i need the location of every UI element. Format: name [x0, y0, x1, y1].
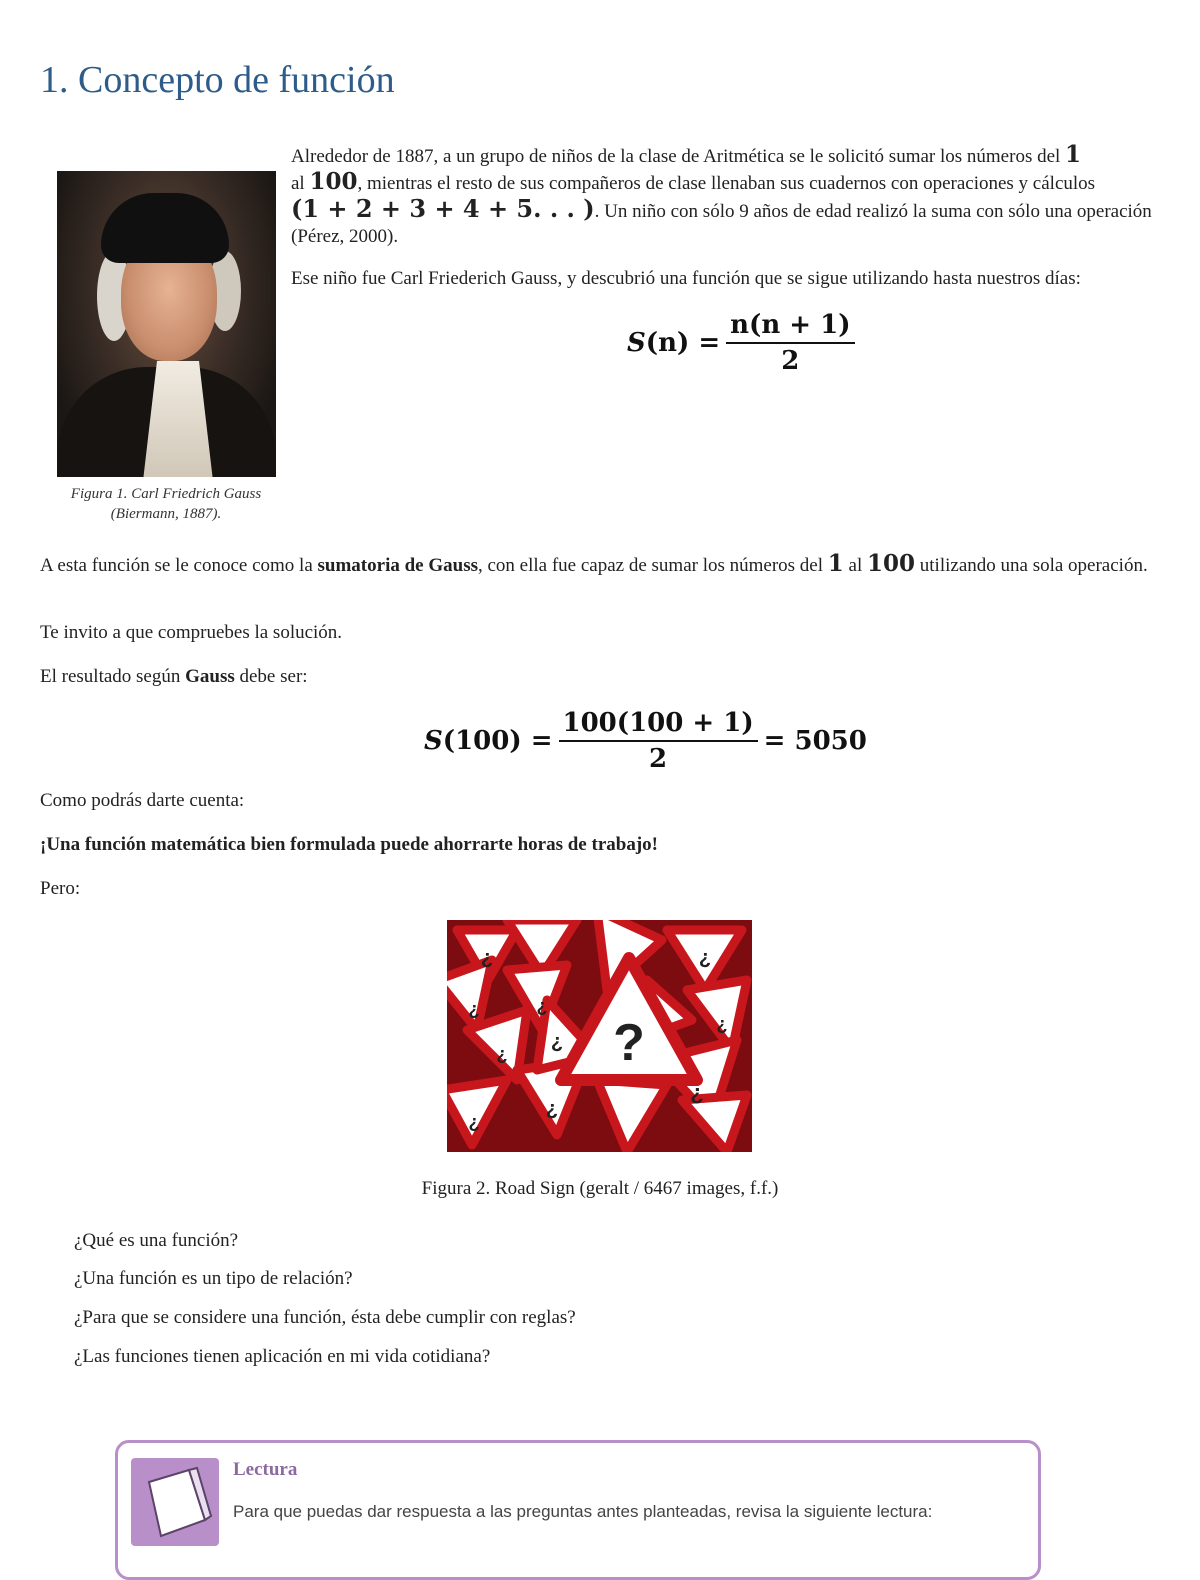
question-3: ¿Para que se considere una función, ésta debe cumplir con reglas? — [74, 1307, 576, 1328]
small-question-glyph: ¿ — [545, 1098, 559, 1120]
formula-2-fraction — [559, 708, 758, 774]
formula-1-denominator: 2 — [781, 346, 800, 376]
question-2: ¿Una función es un tipo de relación? — [74, 1268, 353, 1289]
small-question-glyph: ¿ — [496, 1044, 508, 1064]
formula-2-denominator: 2 — [649, 744, 668, 774]
figure-1-caption-line1: Figura 1. Carl Friedrich Gauss — [70, 486, 262, 502]
p3-text-c: al — [843, 555, 868, 576]
question-mark-glyph: ? — [613, 1014, 645, 1072]
realize-paragraph: Como podrás darte cuenta: — [40, 790, 245, 811]
math-hundred: 100 — [309, 168, 358, 195]
page-title: 1. Concepto de función — [40, 59, 395, 101]
p3-text-a: A esta función se le conoce como la — [40, 555, 318, 576]
p3-text-b: , con ella fue capaz de sumar los números del — [477, 555, 828, 576]
p3-math-one: 1 — [827, 550, 844, 577]
formula-2-result: = 5050 — [763, 726, 867, 756]
small-question-glyph: ¿ — [536, 996, 548, 1016]
intro-text-b: al — [291, 173, 310, 194]
formula-2-numerator: 100(100 + 1) — [559, 708, 758, 742]
road-signs-graphic — [447, 920, 752, 1152]
intro-text-c: , mientras el resto de sus compañeros de clase llenaban sus cuadernos con operaciones y cálculos — [357, 173, 1096, 194]
p3-text-d: utilizando una sola operación. — [915, 555, 1148, 576]
question-1: ¿Qué es una función? — [74, 1230, 239, 1251]
small-question-glyph: ¿ — [468, 999, 480, 1019]
gauss-portrait-image — [57, 171, 276, 477]
invite-paragraph: Te invito a que compruebes la solución. — [40, 622, 343, 643]
figure-2-caption: Figura 2. Road Sign (geralt / 6467 images, f.f.) — [421, 1178, 779, 1199]
result-paragraph — [40, 664, 308, 689]
sumatoria-paragraph — [40, 551, 1160, 578]
p5-text-a: El resultado según — [40, 666, 186, 687]
formula-1-s: S — [627, 328, 646, 358]
small-question-glyph: ¿ — [690, 1080, 704, 1105]
gauss-formula — [627, 310, 861, 376]
math-series: (1 + 2 + 3 + 4 + 5. . . ) — [291, 194, 595, 223]
small-question-glyph: ¿ — [480, 947, 494, 969]
p5-bold: Gauss — [185, 666, 235, 687]
small-question-glyph: ¿ — [468, 1112, 480, 1132]
reading-document-icon — [131, 1458, 219, 1546]
lectura-title: Lectura — [233, 1459, 298, 1480]
gauss-paragraph: Ese niño fue Carl Friederich Gauss, y descubrió una función que se sigue utilizando hasta nuestros días: — [291, 268, 1081, 289]
math-one: 1 — [1065, 141, 1082, 168]
figure-1-caption — [50, 484, 282, 524]
question-4: ¿Las funciones tienen aplicación en mi vida cotidiana? — [74, 1346, 491, 1367]
small-question-glyph: ¿ — [550, 1031, 564, 1053]
formula-2-s: S — [424, 726, 443, 756]
p5-text-b: debe ser: — [234, 666, 308, 687]
p3-math-hundred: 100 — [867, 550, 916, 577]
intro-text-d: . Un niño con sólo 9 años de edad realizó la suma con sólo una operación (Pérez, 2000). — [291, 201, 1152, 247]
result-formula — [424, 708, 867, 774]
formula-2-lhs: (100) = — [442, 726, 553, 756]
small-question-glyph: ¿ — [716, 1014, 728, 1034]
formula-1-numerator: n(n + 1) — [726, 310, 854, 344]
lectura-text: Para que puedas dar respuesta a las preguntas antes planteadas, revisa la siguiente lectura: — [233, 1502, 933, 1521]
small-question-glyph: ¿ — [698, 947, 712, 969]
p3-bold: sumatoria de Gauss — [317, 555, 478, 576]
formula-1-fraction — [726, 310, 854, 376]
highlight-paragraph: ¡Una función matemática bien formulada puede ahorrarte horas de trabajo! — [40, 834, 658, 855]
intro-paragraph — [291, 142, 1161, 249]
pero-paragraph: Pero: — [40, 878, 81, 899]
intro-text-a: Alrededor de 1887, a un grupo de niños de la clase de Aritmética se le solicitó sumar los números del — [291, 146, 1066, 167]
road-signs-image — [447, 920, 752, 1152]
figure-1-caption-line2: (Biermann, 1887). — [110, 506, 222, 522]
formula-1-lhs: (n) = — [645, 328, 721, 358]
